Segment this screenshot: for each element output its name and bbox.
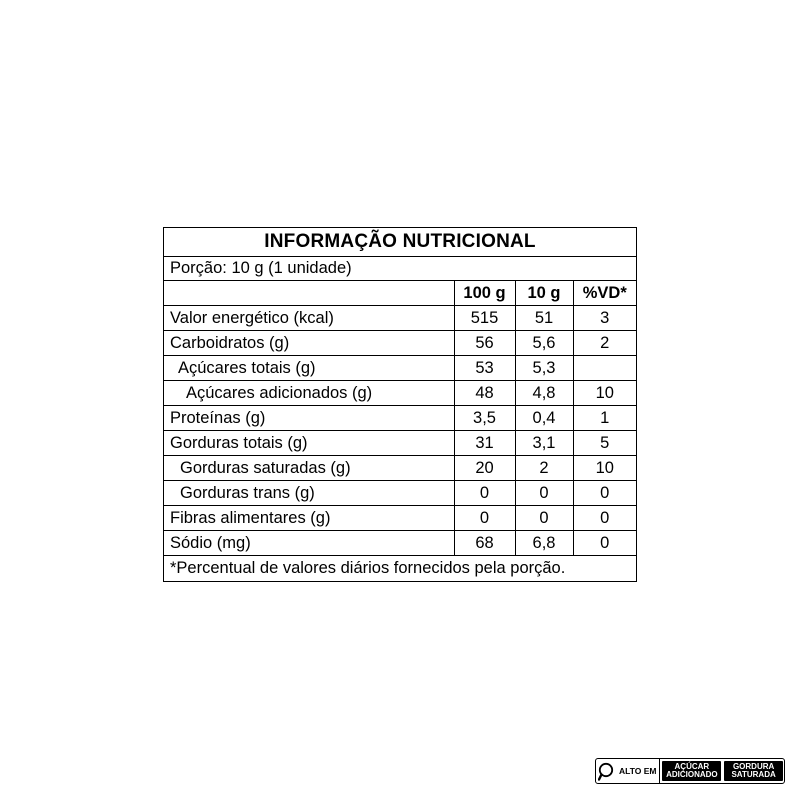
nutrition-facts-panel [163,227,637,582]
value-vd: 3 [573,306,636,331]
value-per-100g: 0 [454,481,515,506]
value-per-portion: 4,8 [515,381,573,406]
warning-saturated-fat [724,761,783,781]
value-vd: 5 [573,431,636,456]
nutrient-name: Fibras alimentares (g) [164,506,454,531]
header-cell-10g: 10 g [515,281,573,306]
table-row [164,506,636,531]
nutrient-name: Sódio (mg) [170,534,251,552]
table-row [164,456,636,481]
value-per-100g: 0 [454,506,515,531]
table-row [164,406,636,431]
table-row [164,331,636,356]
value-per-100g: 20 [454,456,515,481]
value-vd: 2 [573,331,636,356]
panel-title: INFORMAÇÃO NUTRICIONAL [164,228,636,257]
value-per-portion: 0,4 [515,406,573,431]
table-row [164,531,636,556]
value-per-portion: 5,6 [515,331,573,356]
warning-line: AÇÚCAR [674,761,710,771]
value-per-portion: 6,8 [515,531,573,556]
value-vd: 0 [573,506,636,531]
nutrient-name: Açúcares adicionados (g) [164,381,454,406]
table-row [164,431,636,456]
value-per-portion: 0 [515,481,573,506]
value-vd [573,356,636,381]
value-per-100g: 68 [454,531,515,556]
nutrient-name: Proteínas (g) [164,406,454,431]
value-vd: 10 [573,456,636,481]
nutrient-name: Gorduras saturadas (g) [164,456,454,481]
table-row [164,481,636,506]
nutrition-table [164,281,636,555]
value-per-portion: 5,3 [515,356,573,381]
value-per-100g: 31 [454,431,515,456]
value-per-portion: 0 [515,506,573,531]
warning-added-sugar [662,761,721,781]
warning-line: ADICIONADO [666,770,718,779]
header-cell-100g: 100 g [454,281,515,306]
value-vd: 0 [573,481,636,506]
table-row [164,356,636,381]
nutrient-name: Carboidratos (g) [164,331,454,356]
front-of-pack-warning-label [595,758,785,784]
footnote: *Percentual de valores diários fornecidos pela porção. [164,555,636,581]
nutrient-name: Gorduras totais (g) [164,431,454,456]
value-per-100g: 48 [454,381,515,406]
nutrient-name: Valor energético (kcal) [164,306,454,331]
value-per-100g: 56 [454,331,515,356]
value-per-portion: 2 [515,456,573,481]
value-per-portion: 3,1 [515,431,573,456]
alto-em-text: ALTO EM [619,766,657,776]
table-header-row [164,281,636,306]
value-per-100g: 515 [454,306,515,331]
value-vd: 1 [573,406,636,431]
value-per-100g: 53 [454,356,515,381]
table-row [164,381,636,406]
warning-line: GORDURA [732,761,775,771]
portion-size: Porção: 10 g (1 unidade) [164,257,636,281]
warning-line: SATURADA [731,770,776,779]
value-vd: 0 [573,531,636,556]
header-cell-name [164,281,454,306]
table-row [164,306,636,331]
header-cell-vd: %VD* [573,281,636,306]
value-per-100g: 3,5 [454,406,515,431]
value-per-portion: 51 [515,306,573,331]
alto-em-label [596,759,660,783]
value-vd: 10 [573,381,636,406]
nutrient-name: Gorduras trans (g) [164,481,454,506]
magnifier-icon [598,762,617,781]
nutrient-name: Açúcares totais (g) [164,356,454,381]
